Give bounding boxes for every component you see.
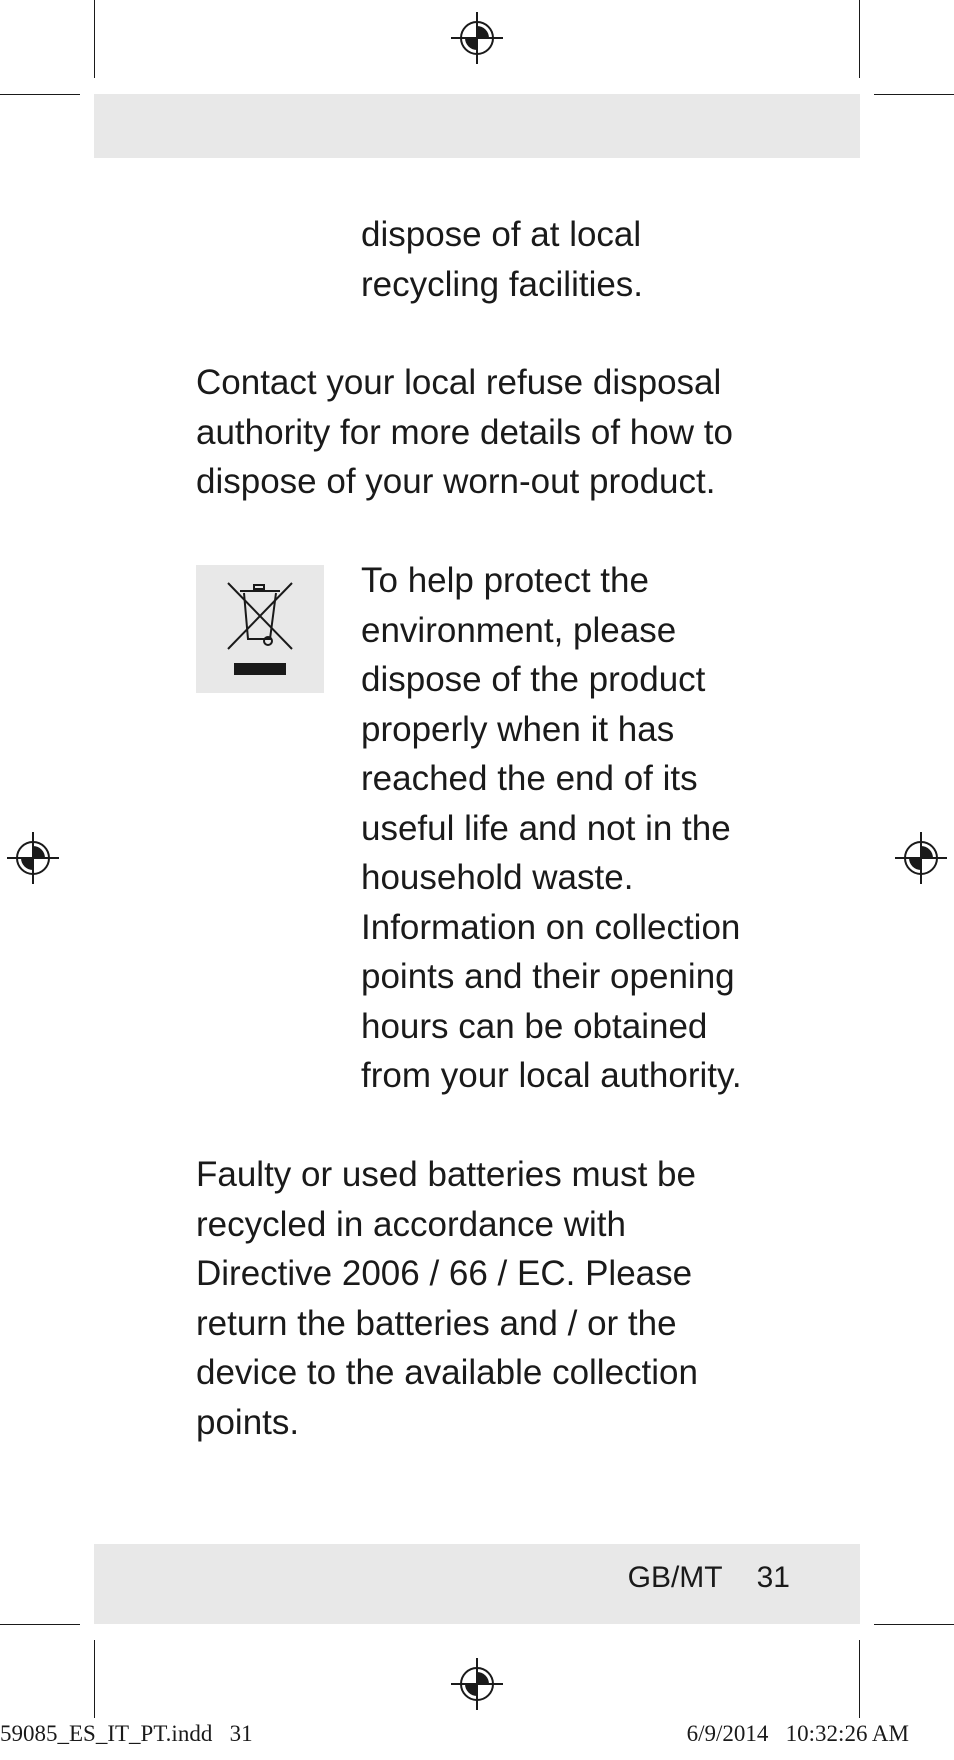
crop-mark [859, 1640, 860, 1718]
page-footer [628, 1556, 790, 1600]
crop-mark [0, 1624, 80, 1625]
registration-mark-icon [5, 830, 61, 886]
weee-symbol [196, 565, 324, 693]
registration-mark-icon [449, 1656, 505, 1712]
crop-mark [859, 0, 860, 78]
header-band [94, 94, 860, 158]
crop-mark [94, 1640, 95, 1718]
registration-mark-icon [893, 830, 949, 886]
crop-mark [0, 94, 80, 95]
paragraph-disposal-continued: dispose of at local recycling facilities. [361, 215, 644, 304]
registration-mark-icon [449, 10, 505, 66]
page-number: 31 [756, 1561, 790, 1594]
slug-filename: 59085_ES_IT_PT.indd 31 [0, 1721, 253, 1746]
crossed-out-wheelie-bin-icon [196, 565, 324, 693]
paragraph-contact-authority: Contact your local refuse disposal authority for more details of how to dispose of your worn-out product. [196, 363, 733, 501]
paragraph-batteries: Faulty or used batteries must be recycled in accordance with Directive 2006 / 66 / EC. Please return the batteries and / or the device to the available collection points. [196, 1155, 698, 1442]
crop-mark [874, 1624, 954, 1625]
crop-mark [874, 94, 954, 95]
region-code: GB/MT [627, 1561, 723, 1594]
slug-timestamp: 6/9/2014 10:32:26 AM [686, 1721, 909, 1746]
paragraph-environment: To help protect the environment, please dispose of the product properly when it has reached the end of its useful life and not in the household waste. Information on collection points and their opening hours can be obtained from your local authority. [361, 561, 742, 1095]
crop-mark [94, 0, 95, 78]
